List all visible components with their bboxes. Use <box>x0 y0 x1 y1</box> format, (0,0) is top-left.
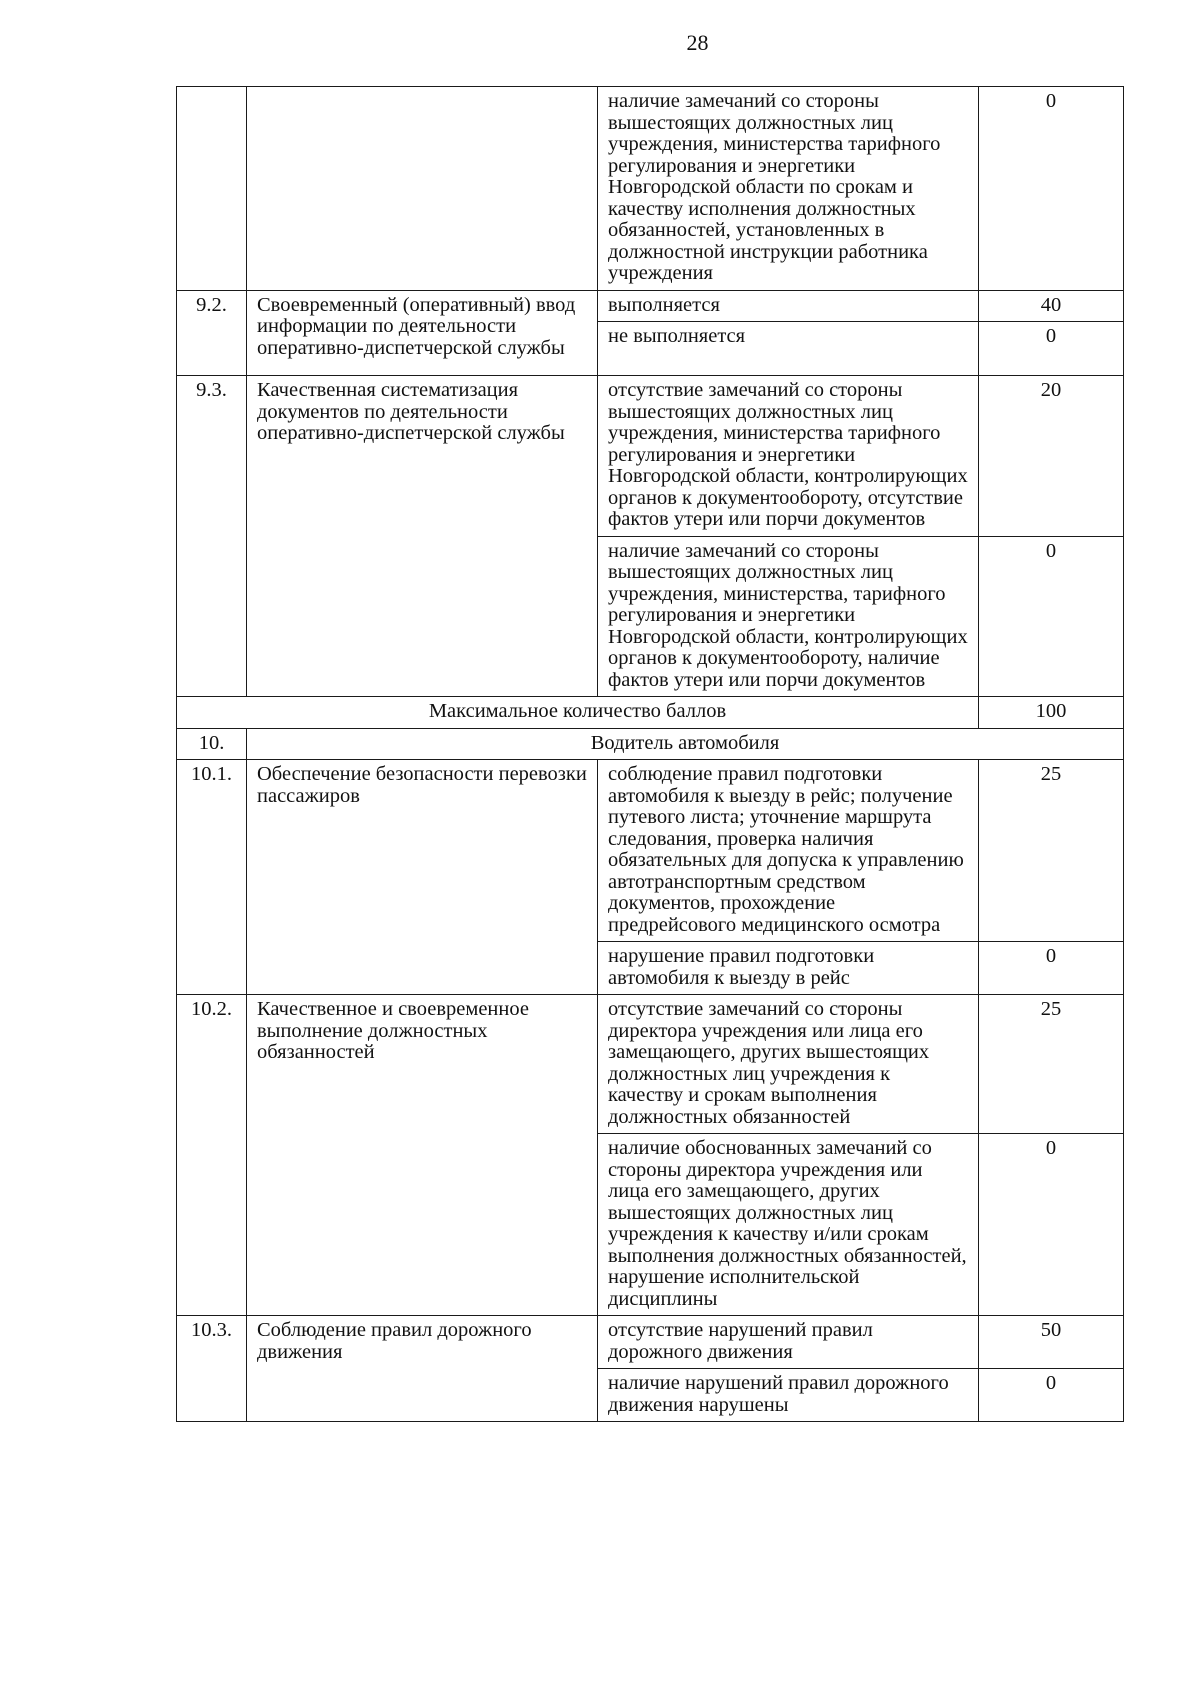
item-number-cell: 10.3. <box>177 1316 247 1422</box>
page-number: 28 <box>686 30 709 55</box>
condition-cell: соблюдение правил подготовки автомобиля к выезду в рейс; получение путевого листа; уточнение маршрута следования, проверка наличия обязательных для допуска к управлению автотранспортным средством документов, прохождение предрейсового медицинского осмотра <box>598 760 979 942</box>
item-number-cell: 9.2. <box>177 290 247 376</box>
condition-cell: наличие обоснованных замечаний со стороны директора учреждения или лица его замещающего, других вышестоящих должностных лиц учреждения к качеству и/или срокам выполнения должностных обязанностей, нарушение исполнительской дисциплины <box>598 1134 979 1316</box>
points-cell: 25 <box>979 995 1124 1134</box>
table-row <box>177 728 1124 760</box>
item-number-cell: 10.2. <box>177 995 247 1316</box>
section-title: Водитель автомобиля <box>247 728 1124 760</box>
points-cell: 50 <box>979 1316 1124 1369</box>
points-cell: 0 <box>979 536 1124 697</box>
points-cell: 0 <box>979 322 1124 376</box>
points-cell: 0 <box>979 87 1124 291</box>
item-number-cell: 9.3. <box>177 376 247 697</box>
criterion-cell: Качественная систематизация документов по деятельности оперативно-диспетчерской службы <box>247 376 598 697</box>
criterion-cell: Соблюдение правил дорожного движения <box>247 1316 598 1422</box>
table-row <box>177 760 1124 942</box>
condition-cell: отсутствие замечаний со стороны вышестоящих должностных лиц учреждения, министерства тарифного регулирования и энергетики Новгородской области, контролирующих органов к документообороту, отсутствие фактов утери или порчи документов <box>598 376 979 537</box>
item-number-cell: 10.1. <box>177 760 247 995</box>
points-cell: 40 <box>979 290 1124 322</box>
table-row <box>177 87 1124 291</box>
item-number-cell <box>177 87 247 291</box>
condition-cell: наличие замечаний со стороны вышестоящих должностных лиц учреждения, министерства, тарифного регулирования и энергетики Новгородской области, контролирующих органов к документообороту, наличие фактов утери или порчи документов <box>598 536 979 697</box>
condition-cell: наличие нарушений правил дорожного движения нарушены <box>598 1369 979 1422</box>
points-cell: 0 <box>979 1369 1124 1422</box>
section-number: 10. <box>177 728 247 760</box>
max-points-value: 100 <box>979 697 1124 729</box>
condition-cell: нарушение правил подготовки автомобиля к выезду в рейс <box>598 942 979 995</box>
condition-cell: отсутствие нарушений правил дорожного движения <box>598 1316 979 1369</box>
table-row <box>177 697 1124 729</box>
condition-cell: отсутствие замечаний со стороны директора учреждения или лица его замещающего, других вышестоящих должностных лиц учреждения к качеству и срокам выполнения должностных обязанностей <box>598 995 979 1134</box>
points-cell: 0 <box>979 1134 1124 1316</box>
table-row <box>177 995 1124 1134</box>
points-cell: 20 <box>979 376 1124 537</box>
points-cell: 0 <box>979 942 1124 995</box>
points-cell: 25 <box>979 760 1124 942</box>
table-row <box>177 376 1124 537</box>
criterion-cell <box>247 87 598 291</box>
criterion-cell: Качественное и своевременное выполнение должностных обязанностей <box>247 995 598 1316</box>
criteria-table <box>176 86 1124 1422</box>
condition-cell: наличие замечаний со стороны вышестоящих должностных лиц учреждения, министерства тарифного регулирования и энергетики Новгородской области по срокам и качеству исполнения должностных обязанностей, установленных в должностной инструкции работника учреждения <box>598 87 979 291</box>
max-points-label: Максимальное количество баллов <box>177 697 979 729</box>
condition-cell: не выполняется <box>598 322 979 376</box>
table-row <box>177 1316 1124 1369</box>
condition-cell: выполняется <box>598 290 979 322</box>
criterion-cell: Своевременный (оперативный) ввод информации по деятельности оперативно-диспетчерской службы <box>247 290 598 376</box>
table-row <box>177 290 1124 322</box>
criterion-cell: Обеспечение безопасности перевозки пассажиров <box>247 760 598 995</box>
